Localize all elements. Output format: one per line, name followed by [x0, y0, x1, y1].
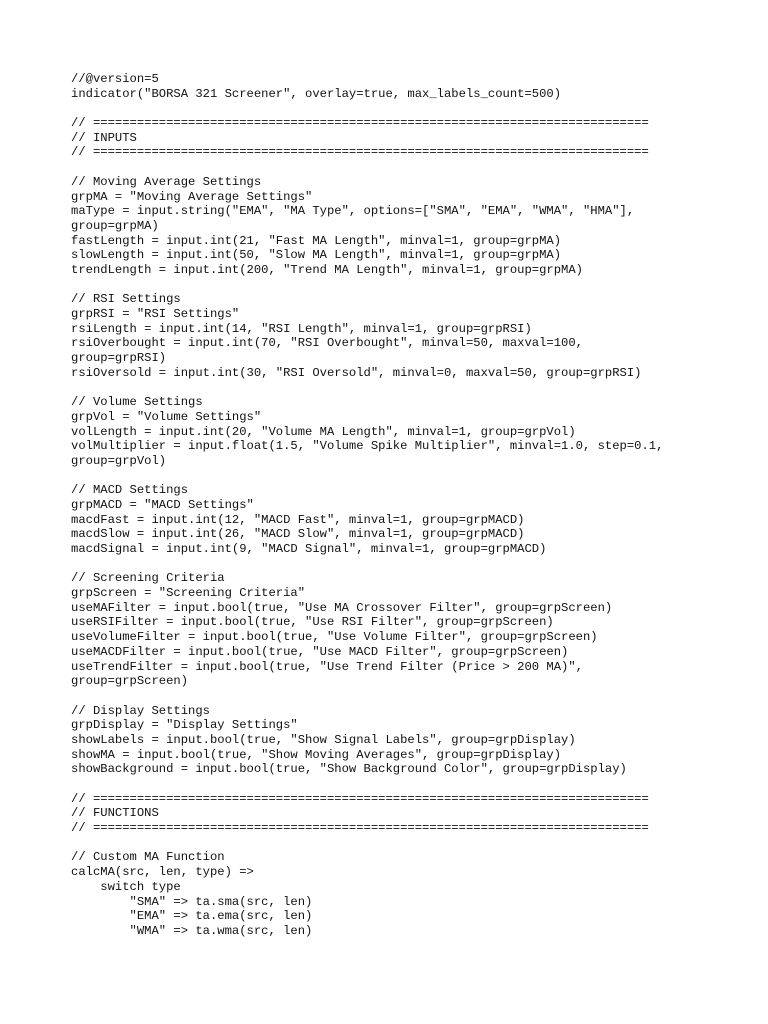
- code-line: [71, 557, 751, 572]
- code-line: group=grpMA): [71, 218, 159, 233]
- code-line: [71, 278, 751, 293]
- code-line: macdFast = input.int(12, "MACD Fast", minval=1, group=grpMACD): [71, 512, 525, 527]
- code-line: grpScreen = "Screening Criteria": [71, 586, 306, 601]
- code-line: // ============================================================================: [71, 116, 649, 131]
- code-line: grpVol = "Volume Settings": [71, 409, 262, 424]
- code-line: calcMA(src, len, type) =>: [71, 865, 254, 880]
- code-line: rsiOversold = input.int(30, "RSI Oversold", minval=0, maxval=50, group=grpRSI): [71, 365, 642, 380]
- code-line: rsiOverbought = input.int(70, "RSI Overbought", minval=50, maxval=100,: [71, 336, 583, 351]
- code-line: grpMACD = "MACD Settings": [71, 497, 254, 512]
- code-line: fastLength = input.int(21, "Fast MA Length", minval=1, group=grpMA): [71, 233, 562, 248]
- code-line: useVolumeFilter = input.bool(true, "Use Volume Filter", group=grpScreen): [71, 630, 598, 645]
- code-line: useTrendFilter = input.bool(true, "Use Trend Filter (Price > 200 MA)",: [71, 659, 583, 674]
- code-line: // MACD Settings: [71, 483, 189, 498]
- code-line: macdSlow = input.int(26, "MACD Slow", minval=1, group=grpMACD): [71, 527, 525, 542]
- code-line: grpRSI = "RSI Settings": [71, 307, 240, 321]
- code-line: showLabels = input.bool(true, "Show Signal Labels", group=grpDisplay): [71, 732, 576, 747]
- code-line: // ============================================================================: [71, 145, 649, 160]
- code-line: group=grpRSI): [71, 351, 167, 366]
- code-line: // ============================================================================: [71, 791, 649, 806]
- code-line: // INPUTS: [71, 130, 137, 145]
- code-line: maType = input.string("EMA", "MA Type", options=["SMA", "EMA", "WMA", "HMA"],: [71, 204, 635, 219]
- code-line: macdSignal = input.int(9, "MACD Signal", minval=1, group=grpMACD): [71, 542, 547, 556]
- code-line: indicator("BORSA 321 Screener", overlay=true, max_labels_count=500): [71, 86, 562, 101]
- code-line: [71, 689, 751, 704]
- code-line: showBackground = input.bool(true, "Show Background Color", group=grpDisplay): [71, 762, 627, 777]
- code-line: [71, 101, 751, 116]
- code-line: group=grpScreen): [71, 674, 189, 689]
- code-line: //@version=5: [71, 72, 159, 86]
- code-line: // RSI Settings: [71, 292, 181, 307]
- code-line: [71, 469, 751, 484]
- code-line: useMAFilter = input.bool(true, "Use MA Crossover Filter", group=grpScreen): [71, 600, 613, 615]
- code-line: // Volume Settings: [71, 395, 203, 410]
- code-line: "EMA" => ta.ema(src, len): [71, 909, 313, 924]
- code-line: [71, 160, 751, 175]
- code-line: group=grpVol): [71, 453, 167, 468]
- code-line: // Screening Criteria: [71, 571, 225, 586]
- code-line: [71, 836, 751, 851]
- code-line: slowLength = input.int(50, "Slow MA Length", minval=1, group=grpMA): [71, 248, 562, 263]
- code-line: volLength = input.int(20, "Volume MA Length", minval=1, group=grpVol): [71, 424, 576, 439]
- code-line: "WMA" => ta.wma(src, len): [71, 923, 313, 938]
- code-line: useMACDFilter = input.bool(true, "Use MACD Filter", group=grpScreen): [71, 644, 569, 659]
- code-line: volMultiplier = input.float(1.5, "Volume Spike Multiplier", minval=1.0, step=0.1,: [71, 439, 664, 454]
- code-line: switch type: [71, 879, 181, 894]
- code-line: [71, 777, 751, 792]
- code-line: // FUNCTIONS: [71, 806, 159, 821]
- code-document: [71, 72, 751, 939]
- code-line: grpDisplay = "Display Settings": [71, 718, 298, 733]
- code-line: [71, 380, 751, 395]
- code-line: trendLength = input.int(200, "Trend MA Length", minval=1, group=grpMA): [71, 262, 583, 277]
- code-line: "SMA" => ta.sma(src, len): [71, 894, 313, 909]
- code-line: useRSIFilter = input.bool(true, "Use RSI Filter", group=grpScreen): [71, 615, 554, 630]
- code-line: // Display Settings: [71, 703, 210, 718]
- code-line: // ============================================================================: [71, 821, 649, 836]
- code-line: grpMA = "Moving Average Settings": [71, 189, 313, 204]
- code-line: showMA = input.bool(true, "Show Moving Averages", group=grpDisplay): [71, 747, 562, 762]
- code-line: rsiLength = input.int(14, "RSI Length", minval=1, group=grpRSI): [71, 321, 532, 336]
- code-line: // Custom MA Function: [71, 850, 225, 865]
- code-line: // Moving Average Settings: [71, 174, 262, 189]
